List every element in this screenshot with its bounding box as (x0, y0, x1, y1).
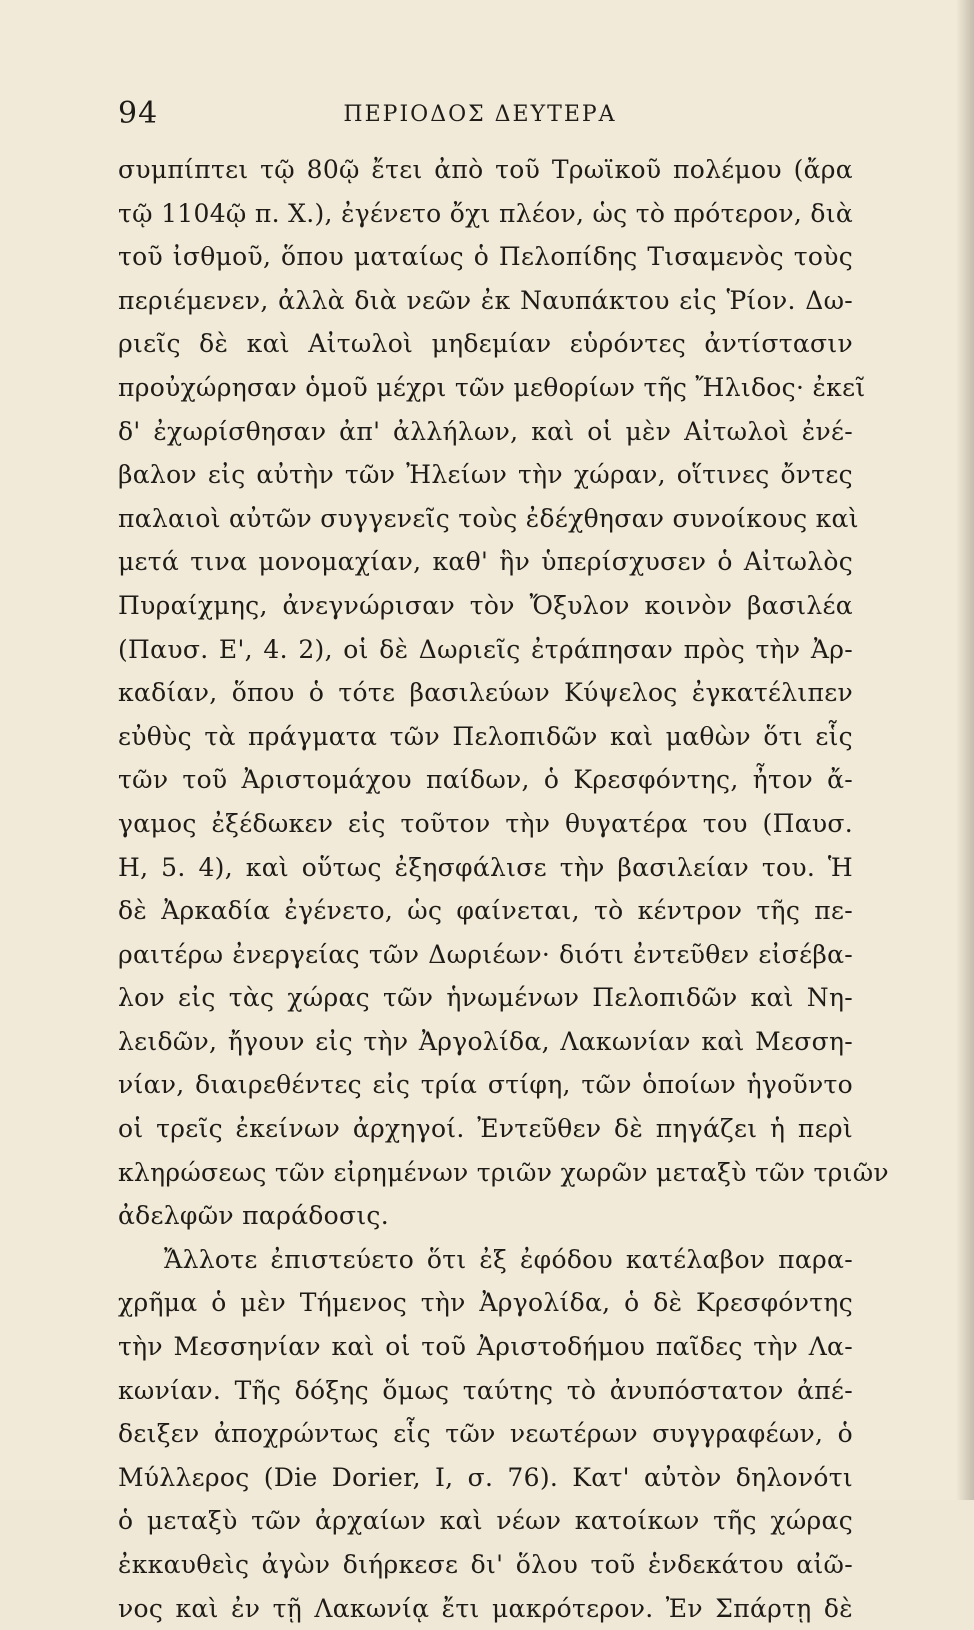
text-line-8: βαλον εἰς αὐτὴν τῶν Ἠλείων τὴν χώραν, οἵτινες ὄντες (118, 460, 853, 490)
text-line-1: συμπίπτει τῷ 80ῷ ἔτει ἀπὸ τοῦ Τρωϊκοῦ πολέμου (ἄρα (118, 155, 853, 184)
text-line-4: περιέμενεν, ἀλλὰ διὰ νεῶν ἐκ Ναυπάκτου εἰς Ῥίον. Δω- (118, 285, 853, 315)
body-text (118, 148, 889, 1630)
text-line-7: δ' ἐχωρίσθησαν ἀπ' ἀλλήλων, καὶ οἱ μὲν Αἰτωλοὶ ἐνέ- (118, 416, 853, 446)
text-line-9: παλαιοὶ αὐτῶν συγγενεῖς τοὺς ἐδέχθησαν συνοίκους καὶ (118, 503, 859, 533)
text-line-6: προὐχώρησαν ὁμοῦ μέχρι τῶν μεθορίων τῆς Ἤλιδος· ἐκεῖ (118, 372, 866, 402)
running-title: ΠΕΡΙΟΔΟΣ ΔΕΥΤΕΡΑ (343, 102, 617, 127)
text-line-32: ὁ μεταξὺ τῶν ἀρχαίων καὶ νέων κατοίκων τῆς χώρας (118, 1506, 853, 1536)
text-line-15: τῶν τοῦ Ἀριστομάχου παίδων, ὁ Κρεσφόντης, ἦτον ἄ- (118, 765, 853, 795)
text-line-2: τῷ 1104ῷ π. Χ.), ἐγένετο ὄχι πλέον, ὡς τὸ πρότερον, διὰ (118, 198, 853, 228)
text-line-13: καδίαν, ὅπου ὁ τότε βασιλεύων Κύψελος ἐγκατέλιπεν (118, 678, 853, 708)
page-header (118, 96, 842, 140)
text-line-22: νίαν, διαιρεθέντες εἰς τρία στίφη, τῶν ὁποίων ἡγοῦντο (118, 1070, 853, 1100)
text-line-3: τοῦ ἰσθμοῦ, ὅπου ματαίως ὁ Πελοπίδης Τισαμενὸς τοὺς (118, 242, 853, 272)
text-line-24: κληρώσεως τῶν εἰρημένων τριῶν χωρῶν μεταξὺ τῶν τριῶν (118, 1157, 889, 1187)
text-line-21: λειδῶν, ἤγουν εἰς τὴν Ἀργολίδα, Λακωνίαν καὶ Μεσση- (118, 1026, 853, 1056)
text-line-17: Η, 5. 4), καὶ οὕτως ἐξησφάλισε τὴν βασιλείαν του. Ἡ (118, 852, 853, 882)
text-line-31: Μύλλερος (Die Dorier, I, σ. 76). Κατ' αὐτὸν δηλονότι (118, 1462, 853, 1492)
text-line-25: ἀδελφῶν παράδοσις. (118, 1201, 389, 1231)
text-line-12: (Παυσ. Ε', 4. 2), οἱ δὲ Δωριεῖς ἐτράπησαν πρὸς τὴν Ἀρ- (118, 634, 853, 664)
text-line-29: κωνίαν. Τῆς δόξης ὅμως ταύτης τὸ ἀνυπόστατον ἀπέ- (118, 1375, 853, 1405)
text-line-14: εὐθὺς τὰ πράγματα τῶν Πελοπιδῶν καὶ μαθὼν ὅτι εἷς (118, 721, 853, 751)
text-line-5: ριεῖς δὲ καὶ Αἰτωλοὶ μηδεμίαν εὑρόντες ἀντίστασιν (118, 329, 853, 359)
text-line-27: χρῆμα ὁ μὲν Τήμενος τὴν Ἀργολίδα, ὁ δὲ Κρεσφόντης (118, 1288, 853, 1318)
text-line-26: Ἄλλοτε ἐπιστεύετο ὅτι ἐξ ἐφόδου κατέλαβον παρα- (164, 1244, 853, 1274)
page-number: 94 (118, 96, 159, 131)
text-line-11: Πυραίχμης, ἀνεγνώρισαν τὸν Ὄξυλον κοινὸν βασιλέα (118, 590, 853, 620)
text-line-23: οἱ τρεῖς ἐκείνων ἀρχηγοί. Ἐντεῦθεν δὲ πηγάζει ἡ περὶ (118, 1114, 853, 1144)
text-line-19: ραιτέρω ἐνεργείας τῶν Δωριέων· διότι ἐντεῦθεν εἰσέβα- (118, 939, 853, 969)
scan-edge-shadow (956, 0, 974, 1500)
text-line-18: δὲ Ἀρκαδία ἐγένετο, ὡς φαίνεται, τὸ κέντρον τῆς πε- (118, 896, 853, 926)
text-line-33: ἐκκαυθεὶς ἀγὼν διήρκεσε δι' ὅλου τοῦ ἑνδεκάτου αἰῶ- (118, 1550, 853, 1579)
text-line-10: μετά τινα μονομαχίαν, καθ' ἣν ὑπερίσχυσεν ὁ Αἰτωλὸς (118, 547, 853, 577)
text-line-20: λον εἰς τὰς χώρας τῶν ἡνωμένων Πελοπιδῶν καὶ Νη- (118, 983, 853, 1013)
text-line-30: δειξεν ἀποχρώντως εἷς τῶν νεωτέρων συγγραφέων, ὁ (118, 1419, 853, 1449)
text-line-16: γαμος ἐξέδωκεν εἰς τοῦτον τὴν θυγατέρα του (Παυσ. (118, 808, 853, 838)
text-line-34: νος καὶ ἐν τῇ Λακωνίᾳ ἔτι μακρότερον. Ἐν Σπάρτῃ δὲ (118, 1593, 853, 1623)
text-line-28: τὴν Μεσσηνίαν καὶ οἱ τοῦ Ἀριστοδήμου παῖδες τὴν Λα- (118, 1332, 853, 1362)
